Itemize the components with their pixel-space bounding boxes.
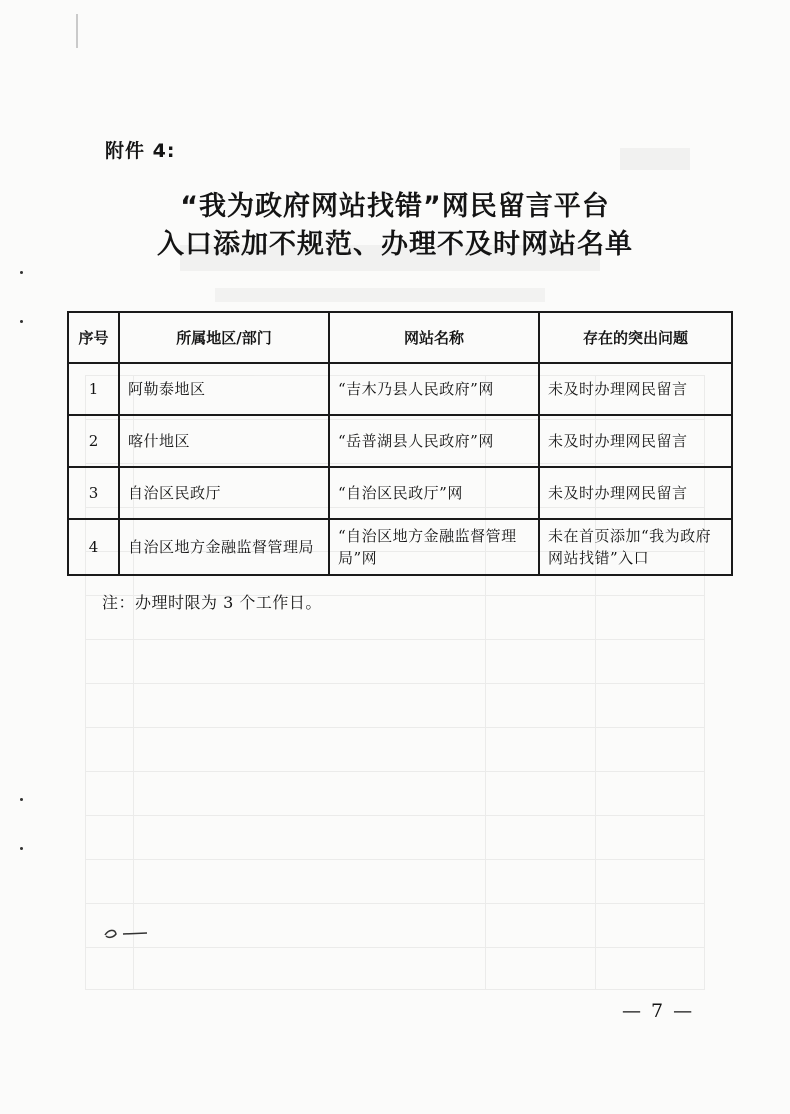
row-region: 自治区民政厅	[119, 467, 329, 519]
page-title-line-1: “我为政府网站找错”网民留言平台	[180, 191, 610, 222]
footnote: 注：办理时限为 3 个工作日。	[102, 593, 322, 612]
table-row	[68, 519, 732, 575]
row-number: 4	[68, 519, 119, 575]
website-list-table	[67, 311, 733, 576]
row-site: “自治区民政厅”网	[329, 467, 539, 519]
page-number: — 7 —	[622, 1000, 695, 1022]
row-number: 3	[68, 467, 119, 519]
table-row	[68, 467, 732, 519]
row-region: 自治区地方金融监督管理局	[119, 519, 329, 575]
bleed-through-mark	[620, 148, 690, 170]
row-site: “自治区地方金融监督管理局”网	[329, 519, 539, 575]
column-header-number: 序号	[68, 312, 119, 363]
row-issue: 未及时办理网民留言	[539, 363, 732, 415]
binding-hole-mark	[20, 320, 23, 323]
binding-hole-mark	[20, 271, 23, 274]
column-header-issue: 存在的突出问题	[539, 312, 732, 363]
table-row	[68, 415, 732, 467]
page-title-line-2: 入口添加不规范、办理不及时网站名单	[157, 229, 633, 260]
row-issue: 未及时办理网民留言	[539, 467, 732, 519]
row-region: 喀什地区	[119, 415, 329, 467]
row-number: 2	[68, 415, 119, 467]
row-number: 1	[68, 363, 119, 415]
column-header-site: 网站名称	[329, 312, 539, 363]
row-site: “吉木乃县人民政府”网	[329, 363, 539, 415]
table-row	[68, 363, 732, 415]
table-header-row	[68, 312, 732, 363]
column-header-region: 所属地区/部门	[119, 312, 329, 363]
row-site: “岳普湖县人民政府”网	[329, 415, 539, 467]
pen-mark-icon	[103, 926, 149, 942]
bleed-through-mark	[215, 288, 545, 302]
row-issue: 未及时办理网民留言	[539, 415, 732, 467]
binding-hole-mark	[20, 798, 23, 801]
binding-hole-mark	[20, 847, 23, 850]
row-region: 阿勒泰地区	[119, 363, 329, 415]
scan-edge-mark	[76, 14, 78, 48]
row-issue: 未在首页添加“我为政府网站找错”入口	[539, 519, 732, 575]
attachment-label: 附件 4:	[105, 140, 176, 162]
